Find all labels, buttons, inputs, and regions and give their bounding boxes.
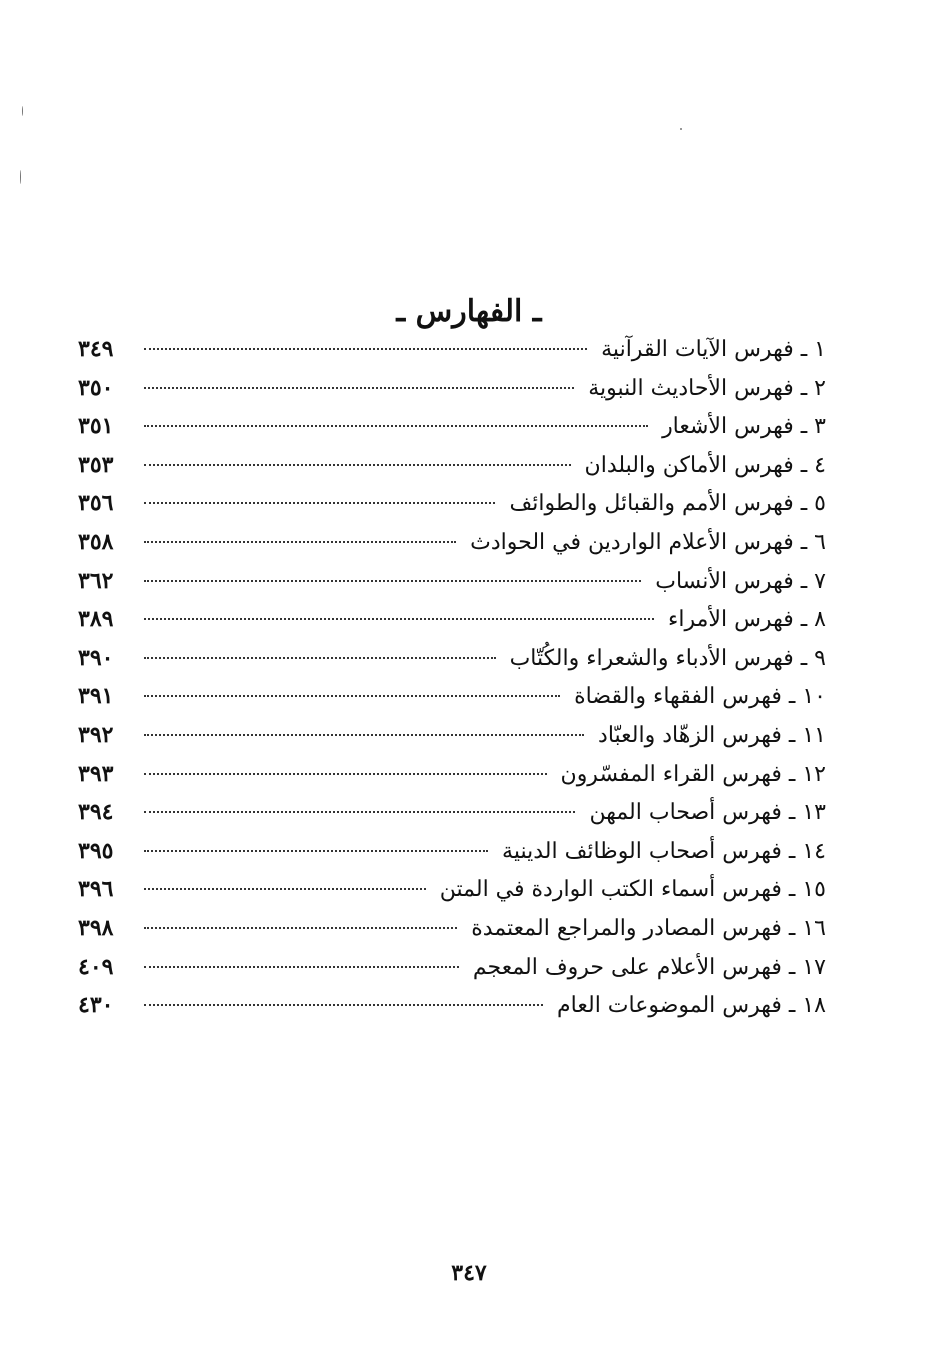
dot-leader bbox=[144, 463, 571, 466]
entry-page-number: ٣٩١ bbox=[78, 683, 114, 710]
scan-speck bbox=[22, 106, 23, 116]
index-list bbox=[78, 330, 826, 1025]
entry-title: ١٤ ـ فهرس أصحاب الوظائف الدينية bbox=[502, 838, 826, 864]
entry-title: ٤ ـ فهرس الأماكن والبلدان bbox=[584, 452, 826, 478]
entry-page-number: ٣٥٨ bbox=[78, 528, 114, 555]
entry-title: ١٧ ـ فهرس الأعلام على حروف المعجم bbox=[472, 954, 826, 980]
entry-title: ٥ ـ فهرس الأمم والقبائل والطوائف bbox=[509, 491, 826, 517]
dot-leader bbox=[144, 656, 496, 659]
entry-page-number: ٣٩٨ bbox=[78, 914, 114, 941]
index-entry bbox=[78, 909, 826, 948]
entry-page-number: ٣٨٩ bbox=[78, 606, 114, 633]
scan-speck bbox=[680, 128, 682, 130]
dot-leader bbox=[144, 694, 560, 697]
dot-leader bbox=[144, 501, 495, 504]
entry-title: ٢ ـ فهرس الأحاديث النبوية bbox=[588, 375, 826, 401]
dot-leader bbox=[144, 579, 641, 582]
entry-page-number: ٣٦٢ bbox=[78, 567, 114, 594]
entry-page-number: ٤٠٩ bbox=[78, 953, 114, 980]
index-entry bbox=[78, 600, 826, 639]
dot-leader bbox=[144, 849, 488, 852]
entry-title: ١ ـ فهرس الآيات القرآنية bbox=[601, 337, 826, 362]
entry-page-number: ٣٥١ bbox=[78, 413, 114, 440]
entry-page-number: ٣٩٣ bbox=[78, 760, 114, 787]
dot-leader bbox=[144, 617, 654, 620]
dot-leader bbox=[144, 347, 587, 350]
index-entry bbox=[78, 832, 826, 871]
entry-title: ٩ ـ فهرس الأدباء والشعراء والكُتّاب bbox=[509, 645, 826, 671]
entry-page-number: ٣٩٦ bbox=[78, 876, 114, 903]
dot-leader bbox=[144, 926, 457, 929]
dot-leader bbox=[144, 733, 584, 736]
entry-page-number: ٣٥٦ bbox=[78, 490, 114, 517]
entry-title: ٦ ـ فهرس الأعلام الواردين في الحوادث bbox=[470, 529, 826, 555]
dot-leader bbox=[144, 965, 459, 968]
index-entry bbox=[78, 793, 826, 832]
entry-title: ١٠ ـ فهرس الفقهاء والقضاة bbox=[574, 684, 826, 710]
entry-page-number: ٣٩٢ bbox=[78, 721, 114, 748]
index-entry bbox=[78, 677, 826, 716]
dot-leader bbox=[144, 540, 456, 543]
index-entry bbox=[78, 484, 826, 523]
entry-title: ٣ ـ فهرس الأشعار bbox=[662, 414, 826, 440]
index-entry bbox=[78, 330, 826, 369]
entry-page-number: ٣٥٠ bbox=[78, 374, 114, 401]
index-entry bbox=[78, 523, 826, 562]
entry-title: ١٢ ـ فهرس القراء المفسّرون bbox=[560, 761, 826, 787]
entry-title: ١٨ ـ فهرس الموضوعات العام bbox=[557, 993, 826, 1019]
index-entry bbox=[78, 948, 826, 987]
entry-page-number: ٣٩٤ bbox=[78, 799, 114, 826]
entry-page-number: ٣٩٥ bbox=[78, 837, 114, 864]
scan-speck bbox=[20, 170, 21, 184]
dot-leader bbox=[144, 386, 574, 389]
index-entry bbox=[78, 870, 826, 909]
index-entry bbox=[78, 755, 826, 794]
entry-title: ٧ ـ فهرس الأنساب bbox=[655, 568, 826, 594]
index-entry bbox=[78, 407, 826, 446]
index-entry bbox=[78, 639, 826, 678]
index-heading: ـ الفهارس ـ bbox=[396, 294, 542, 329]
entry-title: ٨ ـ فهرس الأمراء bbox=[668, 607, 826, 633]
dot-leader bbox=[144, 772, 547, 775]
entry-title: ١٦ ـ فهرس المصادر والمراجع المعتمدة bbox=[471, 915, 826, 941]
entry-page-number: ٣٥٣ bbox=[78, 451, 114, 478]
dot-leader bbox=[144, 1003, 543, 1006]
dot-leader bbox=[144, 810, 575, 813]
dot-leader bbox=[144, 887, 426, 890]
index-entry bbox=[78, 716, 826, 755]
entry-page-number: ٤٣٠ bbox=[78, 992, 114, 1019]
index-entry bbox=[78, 369, 826, 408]
index-entry bbox=[78, 986, 826, 1025]
entry-title: ١٣ ـ فهرس أصحاب المهن bbox=[589, 800, 826, 826]
dot-leader bbox=[144, 424, 648, 427]
entry-page-number: ٣٩٠ bbox=[78, 644, 114, 671]
index-entry bbox=[78, 562, 826, 601]
entry-title: ١١ ـ فهرس الزهّاد والعبّاد bbox=[598, 722, 826, 748]
page-number: ٣٤٧ bbox=[451, 1260, 487, 1286]
entry-title: ١٥ ـ فهرس أسماء الكتب الواردة في المتن bbox=[439, 877, 826, 903]
index-entry bbox=[78, 446, 826, 485]
entry-page-number: ٣٤٩ bbox=[78, 336, 114, 362]
